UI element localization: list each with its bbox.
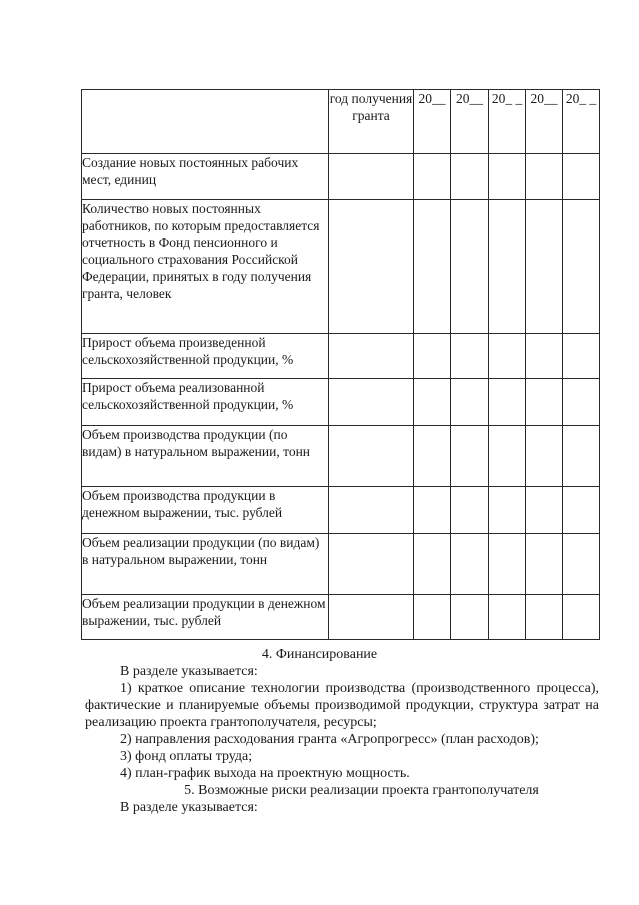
section-5-heading: 5. Возможные риски реализации проекта грантополучателя: [184, 783, 539, 798]
value-cell[interactable]: [329, 334, 414, 379]
value-cell[interactable]: [563, 154, 600, 200]
section-4-heading: 4. Финансирование: [261, 647, 378, 662]
value-cell[interactable]: [526, 426, 563, 487]
row-label: Объем производства продукции в денежном выражении, тыс. рублей: [82, 487, 329, 534]
value-cell[interactable]: [526, 200, 563, 334]
value-cell[interactable]: [489, 426, 526, 487]
value-cell[interactable]: [563, 334, 600, 379]
value-cell[interactable]: [414, 487, 451, 534]
table-row: [82, 534, 600, 595]
indicators-table: [81, 89, 600, 640]
table-row: [82, 154, 600, 200]
value-cell[interactable]: [451, 595, 489, 640]
row-label: Прирост объема реализованной сельскохозяйственной продукции, %: [82, 379, 329, 426]
section-5-intro: В разделе указывается:: [120, 800, 258, 815]
row-label: Объем реализации продукции в денежном выражении, тыс. рублей: [82, 595, 329, 640]
header-year-col: 20__: [451, 90, 489, 154]
header-empty-cell: [82, 90, 329, 154]
section-4-item-4: 4) план-график выхода на проектную мощность.: [120, 766, 410, 781]
value-cell[interactable]: [414, 379, 451, 426]
value-cell[interactable]: [329, 487, 414, 534]
header-grant-year: год получения гранта: [329, 90, 414, 154]
value-cell[interactable]: [563, 487, 600, 534]
value-cell[interactable]: [414, 154, 451, 200]
value-cell[interactable]: [526, 379, 563, 426]
value-cell[interactable]: [329, 200, 414, 334]
value-cell[interactable]: [414, 534, 451, 595]
value-cell[interactable]: [451, 487, 489, 534]
value-cell[interactable]: [563, 379, 600, 426]
value-cell[interactable]: [563, 534, 600, 595]
value-cell[interactable]: [451, 334, 489, 379]
table-row: [82, 379, 600, 426]
row-label: Прирост объема произведенной сельскохозяйственной продукции, %: [82, 334, 329, 379]
value-cell[interactable]: [489, 200, 526, 334]
value-cell[interactable]: [489, 534, 526, 595]
value-cell[interactable]: [526, 595, 563, 640]
value-cell[interactable]: [563, 595, 600, 640]
value-cell[interactable]: [329, 379, 414, 426]
table-row: [82, 595, 600, 640]
value-cell[interactable]: [563, 426, 600, 487]
table-row: [82, 200, 600, 334]
row-label: Создание новых постоянных рабочих мест, единиц: [82, 154, 329, 200]
row-label: Количество новых постоянных работников, по которым предоставляется отчетность в Фонд пенсионного и социального страхования Российской Федерации, принятых в году получения гранта, человек: [82, 200, 329, 334]
header-year-col: 20_ _: [489, 90, 526, 154]
value-cell[interactable]: [489, 595, 526, 640]
header-year-col: 20_ _: [563, 90, 600, 154]
value-cell[interactable]: [451, 200, 489, 334]
value-cell[interactable]: [526, 334, 563, 379]
header-year-col: 20__: [414, 90, 451, 154]
table-row: [82, 426, 600, 487]
row-label: Объем реализации продукции (по видам) в натуральном выражении, тонн: [82, 534, 329, 595]
section-4-item-2: 2) направления расходования гранта «Агропрогресс» (план расходов);: [120, 732, 539, 747]
header-year-col: 20__: [526, 90, 563, 154]
value-cell[interactable]: [489, 334, 526, 379]
section-4-item-3: 3) фонд оплаты труда;: [120, 749, 253, 764]
value-cell[interactable]: [489, 379, 526, 426]
table-row: [82, 334, 600, 379]
section-4-intro: В разделе указывается:: [120, 664, 258, 679]
section-4-item-1: 1) краткое описание технологии производства (производственного процесса), фактические и планируемые объемы производимой продукции, структура затрат на реализацию проекта грантополучателя, ресурсы;: [85, 681, 599, 730]
value-cell[interactable]: [329, 426, 414, 487]
value-cell[interactable]: [451, 379, 489, 426]
value-cell[interactable]: [489, 487, 526, 534]
value-cell[interactable]: [329, 534, 414, 595]
value-cell[interactable]: [526, 487, 563, 534]
row-label: Объем производства продукции (по видам) в натуральном выражении, тонн: [82, 426, 329, 487]
value-cell[interactable]: [329, 595, 414, 640]
value-cell[interactable]: [414, 200, 451, 334]
value-cell[interactable]: [451, 426, 489, 487]
value-cell[interactable]: [414, 595, 451, 640]
value-cell[interactable]: [526, 154, 563, 200]
table-row: [82, 487, 600, 534]
value-cell[interactable]: [563, 200, 600, 334]
value-cell[interactable]: [451, 154, 489, 200]
value-cell[interactable]: [414, 334, 451, 379]
value-cell[interactable]: [489, 154, 526, 200]
table-header-row: [82, 90, 600, 154]
value-cell[interactable]: [414, 426, 451, 487]
value-cell[interactable]: [526, 534, 563, 595]
value-cell[interactable]: [451, 534, 489, 595]
value-cell[interactable]: [329, 154, 414, 200]
